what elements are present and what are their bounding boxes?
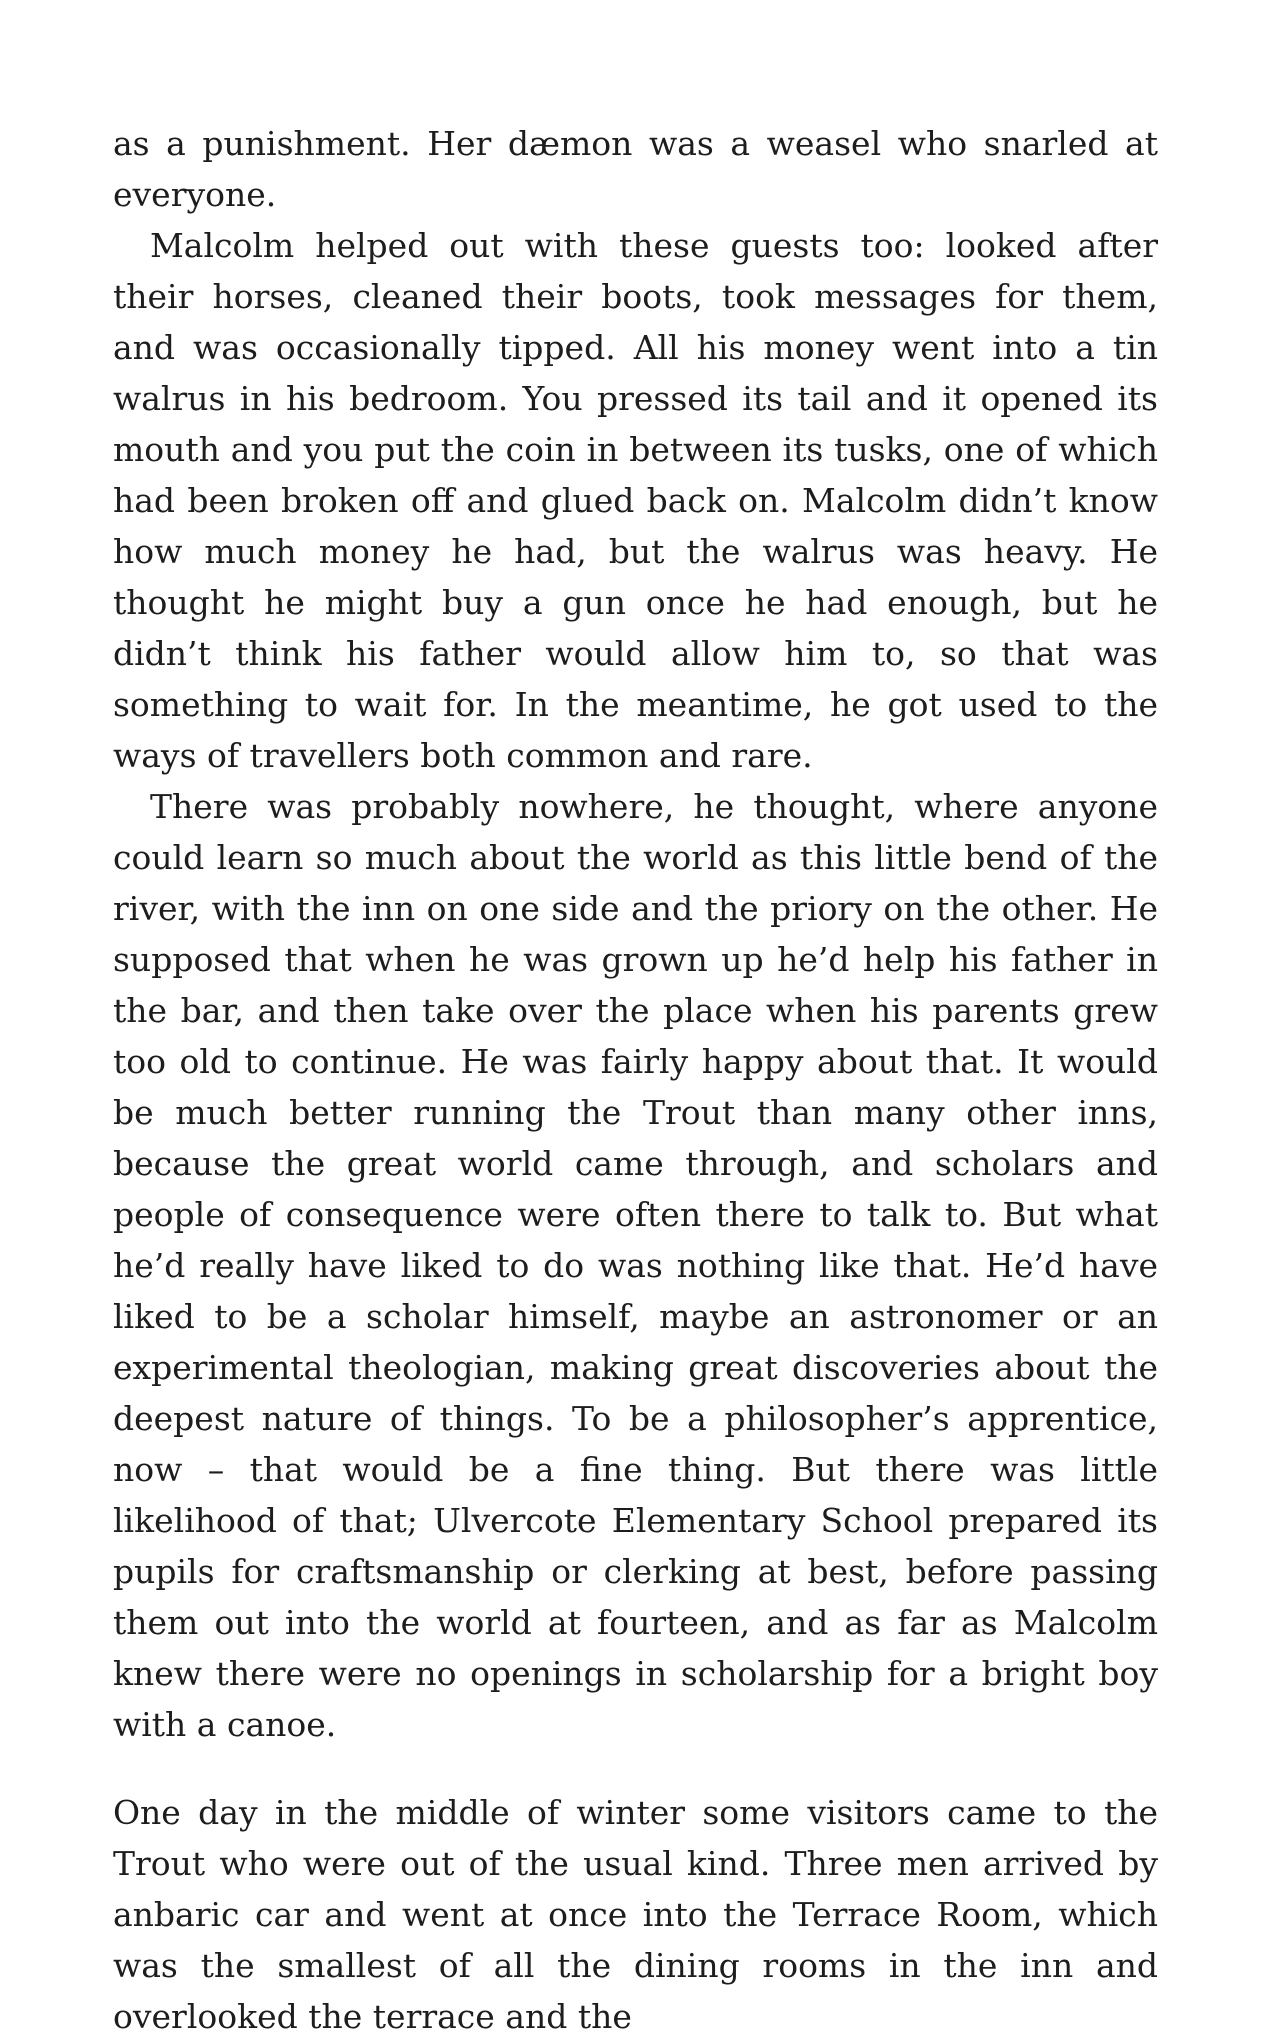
paragraph-bend-of-river: There was probably nowhere, he thought, where anyone could learn so much about the world as this little bend of the river, with the inn on one side and the priory on the other. He supposed that when he was grown up he’d help his father in the bar, and then take over the place when his parents grew too old to continue. He was fairly happy about that. It would be much better running the Trout than many other inns, because the great world came through, and scholars and people of consequence were often there to talk to. But what he’d really have liked to do was nothing like that. He’d have liked to be a scholar himself, maybe an astronomer or an experimental theologian, making great discoveries about the deepest nature of things. To be a philosopher’s apprentice, now – that would be a fine thing. But there was little likelihood of that; Ulvercote Elementary School prepared its pupils for craftsmanship or clerking at best, before passing them out into the world at fourteen, and as far as Malcolm knew there were no openings in scholarship for a bright boy with a canoe. <box>113 787 1158 1744</box>
paragraph-malcolm-helped: Malcolm helped out with these guests too: looked after their horses, cleaned their boots, took messages for them, and was occasionally tipped. All his money went into a tin walrus in his bedroom. You pressed its tail and it opened its mouth and you put the coin in between its tusks, one of which had been broken off and glued back on. Malcolm didn’t know how much money he had, but the walrus was heavy. He thought he might buy a gun once he had enough, but he didn’t think his father would allow him to, so that was something to wait for. In the meantime, he got used to the ways of travellers both common and rare. <box>113 226 1158 775</box>
book-page <box>113 118 1158 2042</box>
paragraph-continued: as a punishment. Her dæmon was a weasel who snarled at everyone. <box>113 124 1158 214</box>
paragraph-visitors: One day in the middle of winter some visitors came to the Trout who were out of the usual kind. Three men arrived by anbaric car and went at once into the Terrace Room, which was the smallest of all the dining rooms in the inn and overlooked the terrace and the <box>113 1793 1158 2036</box>
